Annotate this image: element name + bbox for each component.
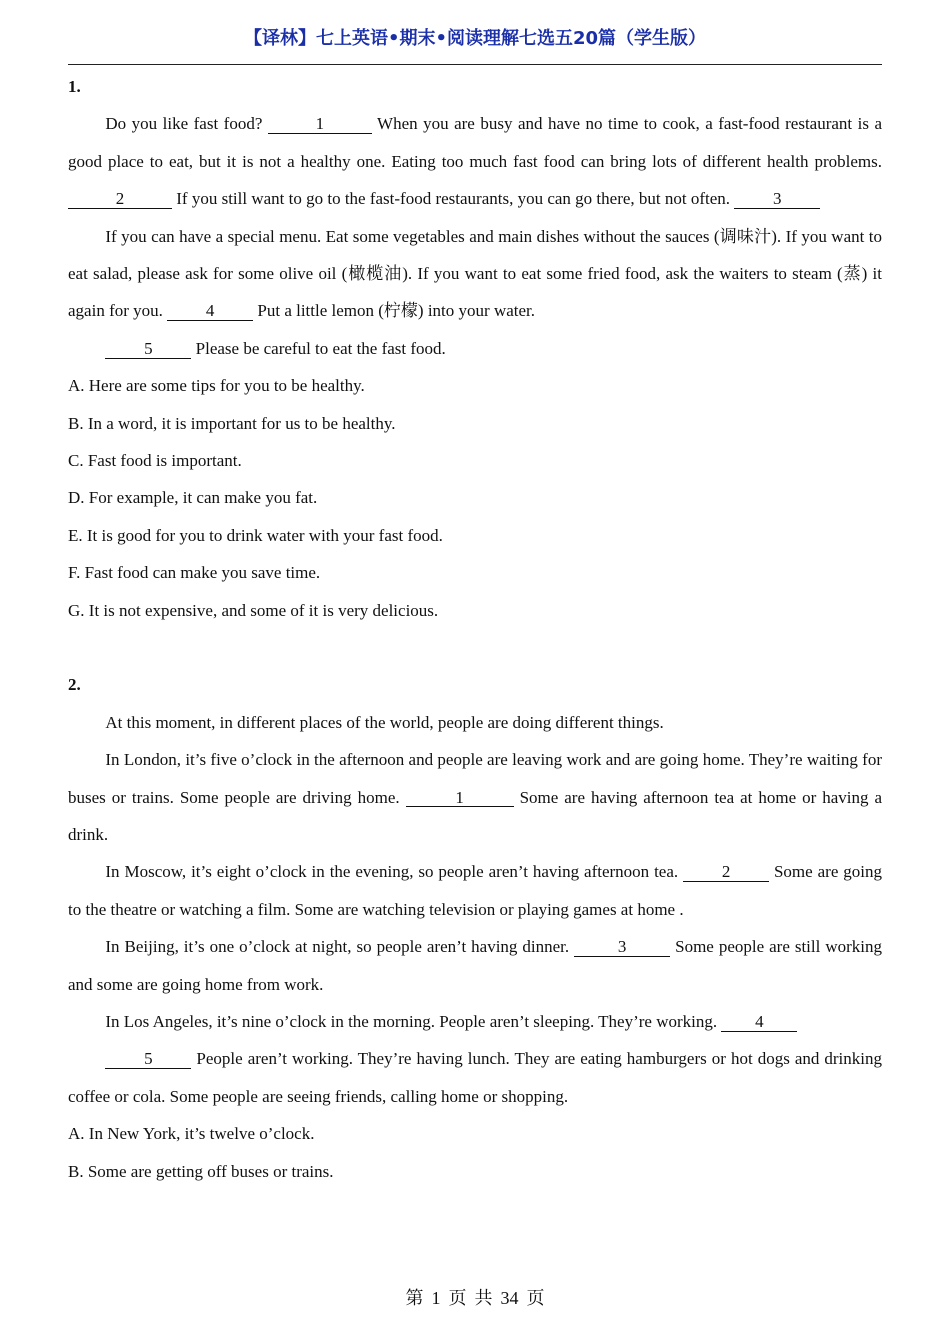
header-divider [68, 64, 882, 65]
q2-option-b: B. Some are getting off buses or trains. [68, 1161, 334, 1181]
footer-page-number: 1 [431, 1288, 441, 1308]
footer-di: 第 [405, 1288, 424, 1308]
q1-paragraph-2 [68, 218, 882, 330]
q1-p2-text-2: Put a little lemon (柠檬) into your water. [253, 301, 536, 321]
q2-blank-1[interactable]: 1 [406, 789, 514, 808]
spacer [68, 629, 882, 666]
q2-paragraph-4 [68, 928, 882, 1003]
q1-blank-4[interactable]: 4 [167, 302, 253, 321]
q1-p1-text-2: When you are busy and have no time to cook, a fast-food restaurant is a good place to eat, but it is not a healthy one. Eating too much fast food can bring lots of different health problems. [68, 114, 882, 171]
q1-paragraph-3 [68, 330, 882, 367]
q2-option-a: A. In New York, it’s twelve o’clock. [68, 1124, 315, 1144]
q2-blank-2[interactable]: 2 [683, 863, 769, 882]
footer-gong: 共 [474, 1288, 493, 1308]
footer-ye: 页 [448, 1288, 467, 1308]
q1-option-f: F. Fast food can make you save time. [68, 563, 321, 583]
q1-p1-text-1: Do you like fast food? [105, 114, 268, 134]
q1-option-e: E. It is good for you to drink water with your fast food. [68, 525, 443, 545]
q2-paragraph-6 [68, 1040, 882, 1115]
q2-blank-3[interactable]: 3 [574, 938, 670, 957]
q1-option-c: C. Fast food is important. [68, 451, 242, 471]
q2-p3-text-1: In Moscow, it’s eight o’clock in the evening, so people aren’t having afternoon tea. [105, 862, 684, 882]
q2-p5-text-1: In Los Angeles, it’s nine o’clock in the morning. People aren’t sleeping. They’re working. [105, 1012, 722, 1031]
footer-total-pages: 34 [500, 1288, 519, 1308]
q2-p4-text-2: Some people are still working and some are going home from work. [68, 937, 882, 994]
q2-paragraph-3 [68, 853, 882, 928]
q2-paragraph-2 [68, 741, 882, 853]
q1-blank-2[interactable]: 2 [68, 190, 172, 209]
q1-p3-text-1: Please be careful to eat the fast food. [191, 338, 446, 358]
document-body [68, 68, 882, 1190]
q2-blank-4[interactable]: 4 [721, 1013, 797, 1032]
q1-option-a: A. Here are some tips for you to be healthy. [68, 376, 365, 396]
q1-p2-text-1: If you can have a special menu. Eat some vegetables and main dishes without the sauces (调味汁). If you want to eat salad, please ask for some olive oil (橄榄油). If you want to eat some fried food, ask the waiters to steam (蒸) it again for you. [68, 226, 882, 321]
q2-p2-text-1: In London, it’s five o’clock in the afternoon and people are leaving work and are going home. They’re waiting for buses or trains. Some people are driving home. [68, 750, 882, 807]
footer-ye-2: 页 [526, 1288, 545, 1308]
question-1-number: 1. [68, 77, 81, 96]
q1-option-g: G. It is not expensive, and some of it is very delicious. [68, 600, 439, 620]
q2-p2-text-2: Some are having afternoon tea at home or having a drink. [68, 787, 882, 844]
q2-paragraph-1: At this moment, in different places of the world, people are doing different things. [105, 712, 664, 732]
q2-p3-text-2: Some are going to the theatre or watching a film. Some are watching television or playing games at home . [68, 862, 882, 919]
page-footer [0, 1284, 950, 1310]
q1-blank-3[interactable]: 3 [734, 190, 820, 209]
q1-blank-1[interactable]: 1 [268, 115, 372, 134]
page-header-title: 【译林】七上英语•期末•阅读理解七选五20篇（学生版） [243, 28, 707, 49]
q2-p5-text-2: People aren’t working. They’re having lunch. They are eating hamburgers or hot dogs and drinking coffee or cola. Some people are seeing friends, calling home or shopping. [68, 1049, 882, 1106]
q1-option-b: B. In a word, it is important for us to be healthy. [68, 413, 396, 433]
q1-option-d: D. For example, it can make you fat. [68, 488, 318, 508]
q1-paragraph-1 [68, 105, 882, 217]
q2-blank-5[interactable]: 5 [105, 1050, 191, 1069]
q2-paragraph-5 [68, 1003, 882, 1040]
q2-p4-text-1: In Beijing, it’s one o’clock at night, so people aren’t having dinner. [105, 937, 575, 957]
q1-p1-text-3: If you still want to go to the fast-food restaurants, you can go there, but not often. [172, 189, 735, 209]
question-2-number: 2. [68, 675, 81, 695]
q1-blank-5[interactable]: 5 [105, 340, 191, 359]
